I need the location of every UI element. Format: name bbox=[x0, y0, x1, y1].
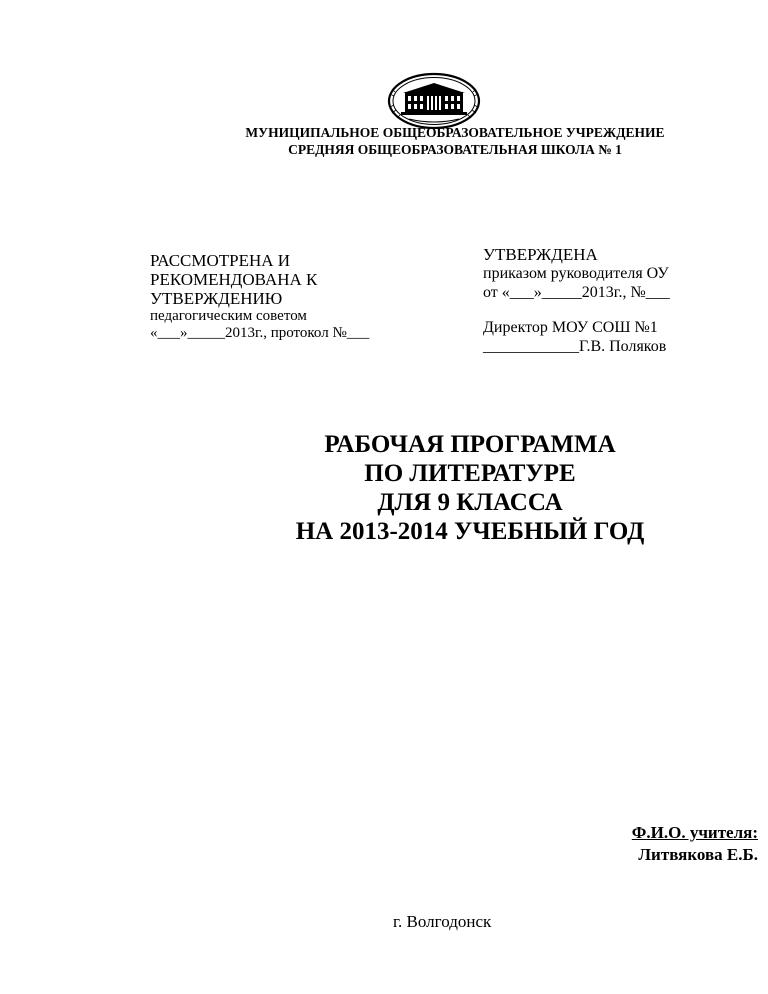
city-name: г. Волгодонск bbox=[393, 912, 492, 931]
council-approval-line-4: педагогическим советом bbox=[150, 308, 307, 324]
title-line-4: НА 2013-2014 УЧЕБНЫЙ ГОД bbox=[295, 518, 645, 545]
institution-line-1: МУНИЦИПАЛЬНОЕ ОБЩЕОБРАЗОВАТЕЛЬНОЕ УЧРЕЖДЕНИЕ bbox=[245, 125, 665, 140]
title-line-3: ДЛЯ 9 КЛАССА bbox=[377, 489, 563, 516]
title-line-1: РАБОЧАЯ ПРОГРАММА bbox=[324, 431, 616, 458]
council-approval-line-2: РЕКОМЕНДОВАНА К bbox=[150, 270, 318, 289]
council-approval-line-5: «___»_____2013г., протокол №___ bbox=[150, 325, 370, 341]
director-approval-block bbox=[483, 245, 763, 356]
teacher-block bbox=[632, 822, 758, 866]
institution-header bbox=[140, 124, 768, 158]
council-approval-line-1: РАССМОТРЕНА И bbox=[150, 251, 291, 270]
institution-line-2: СРЕДНЯЯ ОБЩЕОБРАЗОВАТЕЛЬНАЯ ШКОЛА № 1 bbox=[288, 142, 622, 157]
director-approval-line-4: Директор МОУ СОШ №1 bbox=[483, 319, 658, 336]
director-approval-line-3: от «___»_____2013г., №___ bbox=[483, 284, 670, 301]
spacer bbox=[483, 302, 763, 318]
director-signature-line: ____________Г.В. Поляков bbox=[483, 338, 667, 355]
council-approval-block bbox=[150, 251, 450, 342]
school-building-emblem-icon bbox=[387, 72, 481, 130]
council-approval-line-3: УТВЕРЖДЕНИЮ bbox=[150, 289, 283, 308]
director-approval-line-1: УТВЕРЖДЕНА bbox=[483, 245, 598, 264]
document-title bbox=[200, 430, 740, 546]
director-approval-line-2: приказом руководителя ОУ bbox=[483, 265, 669, 282]
teacher-name: Литвякова Е.Б. bbox=[638, 845, 758, 864]
title-line-2: ПО ЛИТЕРАТУРЕ bbox=[364, 460, 576, 487]
teacher-label: Ф.И.О. учителя: bbox=[631, 823, 758, 842]
